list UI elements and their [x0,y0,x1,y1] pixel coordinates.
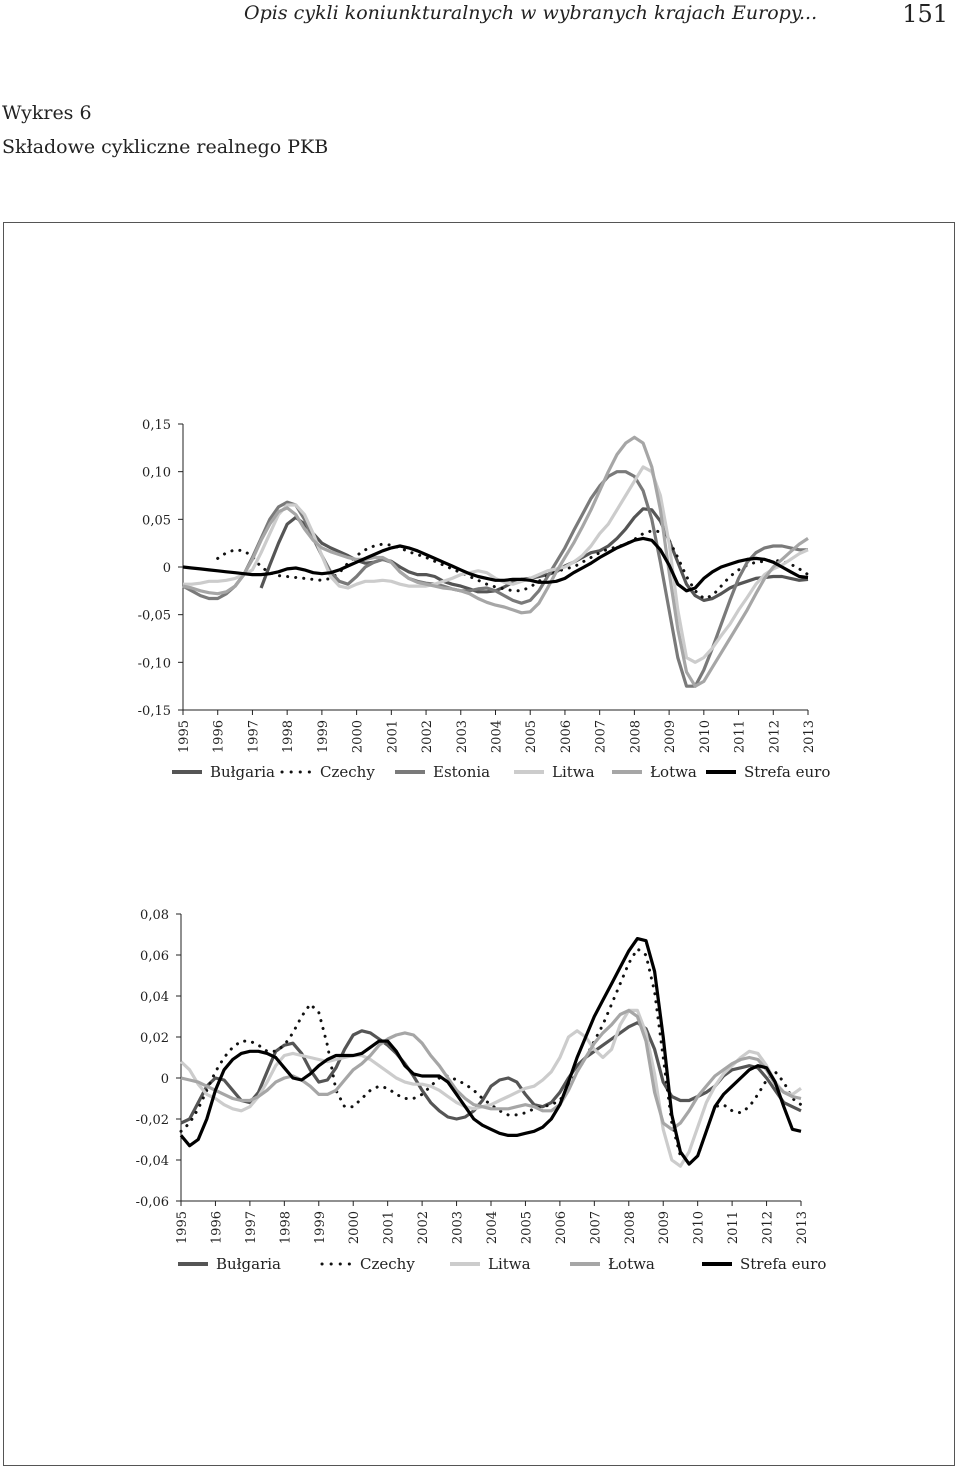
y-tick-label: -0,06 [135,1195,169,1210]
series-line-czechy [218,531,808,599]
x-tick-label: 2003 [450,1211,466,1245]
x-tick-label: 2006 [553,1211,569,1245]
x-tick-label: 2002 [416,1211,432,1245]
y-tick-label: 0,10 [142,465,171,481]
x-tick-label: 2013 [795,1211,810,1245]
y-tick-label: -0,05 [137,608,171,624]
x-tick-label: 2005 [519,1211,535,1245]
y-tick-label: 0 [162,561,171,576]
x-tick-label: 2003 [454,720,470,754]
x-tick-label: 2011 [726,1211,742,1245]
legend [178,1255,826,1273]
x-tick-label: 1995 [175,1211,190,1245]
x-tick-label: 1998 [278,1211,294,1245]
x-tick-label: 1995 [177,720,192,754]
x-tick-label: 2005 [524,720,540,754]
chart-1 [138,418,831,781]
page-number: 151 [902,0,948,28]
x-tick-label: 1998 [281,720,297,754]
series-line-łotwa [183,437,808,686]
x-tick-label: 2007 [588,1211,604,1245]
y-tick-label: 0,02 [140,1031,169,1046]
figure-label: Wykres 6 [2,102,92,124]
legend-label: Łotwa [650,763,697,781]
x-tick-label: 1997 [246,720,262,754]
x-tick-label: 2013 [802,720,817,754]
y-tick-label: 0 [160,1072,169,1087]
x-tick-label: 1999 [315,720,331,754]
series-line-litwa [183,467,808,662]
x-tick-label: 1996 [209,1211,225,1245]
y-tick-label: 0,08 [140,908,169,923]
legend-label: Estonia [433,763,491,781]
legend-label: Czechy [320,763,375,781]
x-tick-label: 2009 [657,1211,673,1245]
x-tick-label: 2002 [420,720,436,754]
x-tick-label: 2001 [385,720,401,754]
x-tick-label: 2011 [732,720,748,754]
running-title: Opis cykli koniunkturalnych w wybranych krajach Europy... [244,2,818,24]
y-tick-label: 0,15 [142,418,171,433]
x-tick-label: 2004 [485,1211,500,1245]
legend-label: Czechy [360,1255,415,1273]
y-tick-label: -0,04 [135,1154,169,1169]
legend-label: Strefa euro [740,1255,827,1273]
legend-label: Litwa [488,1255,531,1273]
y-tick-label: 0,04 [140,990,169,1005]
legend [172,763,830,781]
x-tick-label: 2010 [691,1211,707,1245]
x-tick-label: 2012 [760,1211,776,1245]
x-tick-label: 2012 [767,720,783,754]
legend-label: Strefa euro [744,763,831,781]
x-tick-label: 2008 [628,720,644,754]
x-tick-label: 2007 [593,720,609,754]
y-tick-label: -0,10 [137,656,171,672]
y-tick-label: -0,02 [135,1113,169,1128]
x-tick-label: 2009 [663,720,679,754]
x-tick-label: 1996 [211,720,227,754]
x-tick-label: 1999 [312,1211,328,1245]
chart-2 [136,908,827,1273]
legend-label: Litwa [552,763,595,781]
legend-label: Bułgaria [210,763,276,781]
x-tick-label: 2004 [489,720,505,754]
x-tick-label: 2010 [697,720,713,754]
y-tick-label: 0,06 [140,949,169,964]
y-tick-label: 0,05 [142,513,171,529]
x-tick-label: 2008 [622,1211,638,1245]
legend-label: Bułgaria [216,1255,282,1273]
x-tick-label: 2000 [350,720,366,754]
y-tick-label: -0,15 [137,704,171,719]
figure-caption: Składowe cykliczne realnego PKB [2,136,329,158]
legend-label: Łotwa [608,1255,655,1273]
x-tick-label: 1997 [243,1211,259,1245]
x-tick-label: 2000 [347,1211,363,1245]
x-tick-label: 2001 [381,1211,397,1245]
x-tick-label: 2006 [558,720,574,754]
